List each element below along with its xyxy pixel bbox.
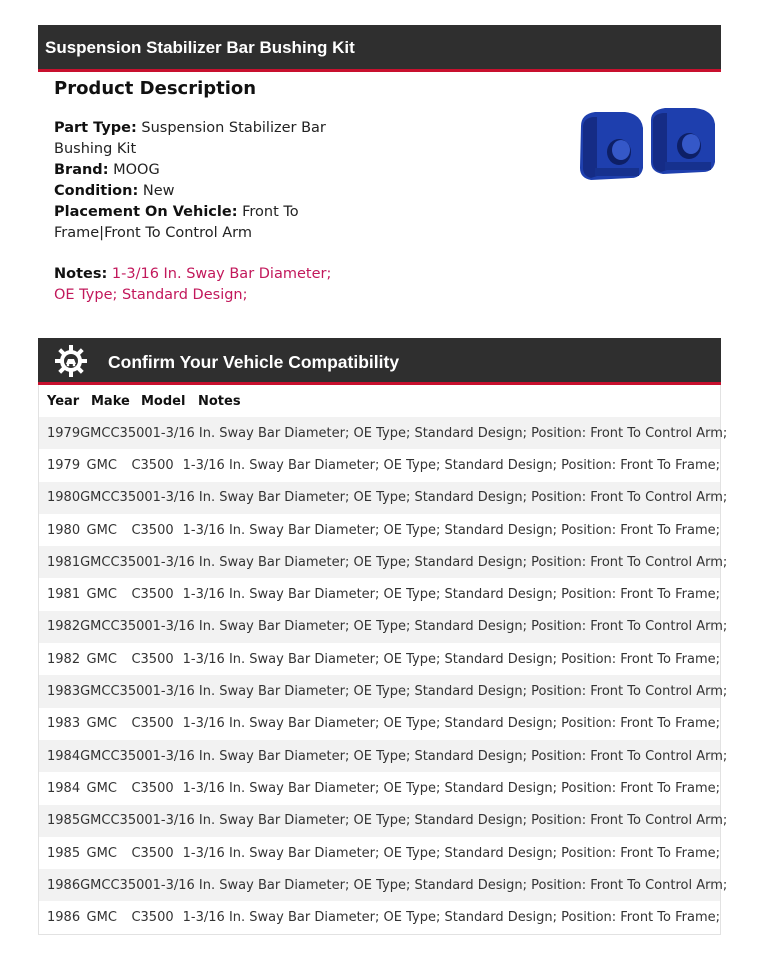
- model-cell: C3500: [110, 425, 153, 441]
- column-header-make: Make: [91, 393, 130, 409]
- notes-cell: 1-3/16 In. Sway Bar Diameter; OE Type; Standard Design; Position: Front To Control Arm;: [152, 490, 728, 506]
- model-cell: C3500: [110, 554, 153, 570]
- table-row: [39, 611, 728, 643]
- column-header-notes: Notes: [198, 393, 241, 409]
- year-cell: 1985: [47, 813, 81, 829]
- table-row: [39, 805, 728, 837]
- make-cell: GMC: [80, 554, 111, 570]
- placement-label: Placement On Vehicle:: [54, 204, 238, 220]
- notes-cell: 1-3/16 In. Sway Bar Diameter; OE Type; Standard Design; Position: Front To Frame;: [182, 716, 720, 732]
- table-row: [39, 772, 720, 804]
- year-cell: 1979: [47, 457, 81, 473]
- model-cell: C3500: [110, 813, 153, 829]
- table-row: [39, 901, 720, 933]
- notes-cell: 1-3/16 In. Sway Bar Diameter; OE Type; Standard Design; Position: Front To Control Arm;: [152, 554, 728, 570]
- table-row: [39, 740, 728, 772]
- make-cell: GMC: [80, 748, 111, 764]
- brand-value: MOOG: [113, 162, 160, 178]
- model-cell: C3500: [131, 716, 174, 732]
- table-row: [39, 869, 728, 901]
- year-cell: 1984: [47, 748, 81, 764]
- bushing-product-image: [575, 106, 720, 186]
- year-cell: 1981: [47, 554, 81, 570]
- part-type-value: Suspension Stabilizer Bar Bushing Kit: [54, 120, 326, 157]
- model-cell: C3500: [131, 845, 174, 861]
- notes-cell: 1-3/16 In. Sway Bar Diameter; OE Type; Standard Design; Position: Front To Control Arm;: [152, 684, 728, 700]
- table-row: [39, 514, 720, 546]
- make-cell: GMC: [80, 490, 111, 506]
- year-cell: 1983: [47, 684, 81, 700]
- model-cell: C3500: [131, 651, 174, 667]
- notes-cell: 1-3/16 In. Sway Bar Diameter; OE Type; Standard Design; Position: Front To Frame;: [182, 910, 720, 926]
- table-row: [39, 546, 728, 578]
- table-row: [39, 578, 720, 610]
- year-cell: 1980: [47, 522, 81, 538]
- notes-cell: 1-3/16 In. Sway Bar Diameter; OE Type; Standard Design; Position: Front To Frame;: [182, 587, 720, 603]
- model-cell: C3500: [110, 619, 153, 635]
- make-cell: GMC: [86, 716, 117, 732]
- notes-value: 1-3/16 In. Sway Bar Diameter; OE Type; Standard Design;: [54, 266, 332, 303]
- table-row: [39, 417, 728, 449]
- notes-cell: 1-3/16 In. Sway Bar Diameter; OE Type; Standard Design; Position: Front To Control Arm;: [152, 619, 728, 635]
- bushing-right: [651, 108, 715, 174]
- make-cell: GMC: [86, 457, 117, 473]
- gear-icon: [54, 344, 88, 378]
- model-cell: C3500: [131, 780, 174, 796]
- notes-label: Notes:: [54, 266, 108, 282]
- make-cell: GMC: [86, 587, 117, 603]
- make-cell: GMC: [86, 651, 117, 667]
- product-description-heading: Product Description: [54, 78, 257, 99]
- year-cell: 1982: [47, 651, 81, 667]
- bushing-left: [580, 112, 643, 180]
- table-row: [39, 675, 728, 707]
- compatibility-table: [38, 385, 728, 935]
- year-cell: 1980: [47, 490, 81, 506]
- table-row: [39, 482, 728, 514]
- make-cell: GMC: [80, 619, 111, 635]
- year-cell: 1979: [47, 425, 81, 441]
- table-body: [39, 417, 728, 934]
- notes-cell: 1-3/16 In. Sway Bar Diameter; OE Type; Standard Design; Position: Front To Control Arm;: [152, 813, 728, 829]
- model-cell: C3500: [131, 522, 174, 538]
- condition-value: New: [142, 183, 175, 199]
- year-cell: 1986: [47, 877, 81, 893]
- model-cell: C3500: [110, 748, 153, 764]
- notes-cell: 1-3/16 In. Sway Bar Diameter; OE Type; Standard Design; Position: Front To Control Arm;: [152, 877, 728, 893]
- placement-value: Front To Frame|Front To Control Arm: [54, 204, 299, 241]
- year-cell: 1983: [47, 716, 81, 732]
- model-cell: C3500: [131, 457, 174, 473]
- table-row: [39, 643, 720, 675]
- compatibility-header: [38, 338, 721, 385]
- model-cell: C3500: [110, 877, 153, 893]
- listing-title: Suspension Stabilizer Bar Bushing Kit: [45, 38, 355, 57]
- year-cell: 1985: [47, 845, 81, 861]
- year-cell: 1982: [47, 619, 81, 635]
- notes-cell: 1-3/16 In. Sway Bar Diameter; OE Type; Standard Design; Position: Front To Frame;: [182, 780, 720, 796]
- notes-cell: 1-3/16 In. Sway Bar Diameter; OE Type; Standard Design; Position: Front To Frame;: [182, 457, 720, 473]
- part-type-label: Part Type:: [54, 120, 137, 136]
- make-cell: GMC: [86, 780, 117, 796]
- brand-label: Brand:: [54, 162, 109, 178]
- product-specs: [54, 118, 354, 244]
- product-notes: [54, 264, 354, 306]
- make-cell: GMC: [86, 845, 117, 861]
- table-header-row: [39, 385, 720, 417]
- notes-cell: 1-3/16 In. Sway Bar Diameter; OE Type; Standard Design; Position: Front To Frame;: [182, 845, 720, 861]
- model-cell: C3500: [131, 587, 174, 603]
- make-cell: GMC: [80, 684, 111, 700]
- model-cell: C3500: [131, 910, 174, 926]
- model-cell: C3500: [110, 684, 153, 700]
- notes-cell: 1-3/16 In. Sway Bar Diameter; OE Type; Standard Design; Position: Front To Control Arm;: [152, 748, 728, 764]
- condition-label: Condition:: [54, 183, 139, 199]
- year-cell: 1981: [47, 587, 81, 603]
- compatibility-title: Confirm Your Vehicle Compatibility: [108, 352, 400, 372]
- table-row: [39, 837, 720, 869]
- make-cell: GMC: [80, 877, 111, 893]
- notes-cell: 1-3/16 In. Sway Bar Diameter; OE Type; Standard Design; Position: Front To Frame;: [182, 522, 720, 538]
- make-cell: GMC: [86, 910, 117, 926]
- column-header-year: Year: [47, 393, 80, 409]
- table-row: [39, 449, 720, 481]
- listing-title-bar: [38, 25, 721, 72]
- make-cell: GMC: [80, 813, 111, 829]
- notes-cell: 1-3/16 In. Sway Bar Diameter; OE Type; Standard Design; Position: Front To Frame;: [182, 651, 720, 667]
- column-header-model: Model: [141, 393, 186, 409]
- year-cell: 1984: [47, 780, 81, 796]
- year-cell: 1986: [47, 910, 81, 926]
- make-cell: GMC: [80, 425, 111, 441]
- make-cell: GMC: [86, 522, 117, 538]
- model-cell: C3500: [110, 490, 153, 506]
- table-row: [39, 708, 720, 740]
- notes-cell: 1-3/16 In. Sway Bar Diameter; OE Type; Standard Design; Position: Front To Control Arm;: [152, 425, 728, 441]
